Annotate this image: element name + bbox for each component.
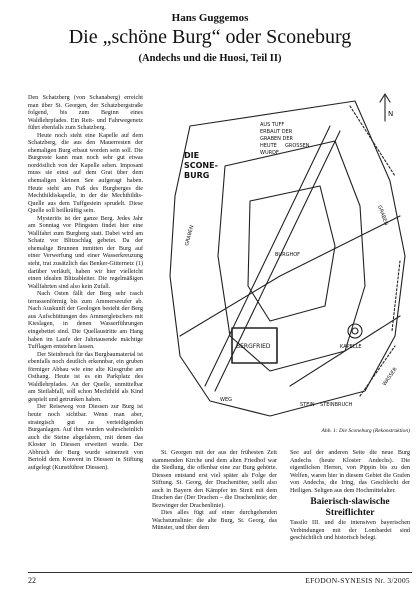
figure-label-burghof: BURGHOF — [275, 252, 301, 258]
article-title: Die „schöne Burg“ oder Sconeburg — [68, 26, 352, 48]
figure-label-scone: SCONE- — [184, 161, 218, 170]
paragraph: Der Reiseweg von Diessen zur Burg ist heute noch sichtbar. Wenn man aber, strategisch gut zu verteidigenden Burganlagen. Auf ihm wurden wahrscheinlich auch die Steine abgefahren, mit denen das Kloster in Diessen erweitert wurde. Der Abbruch der Burg wurde seinerzeit von Bertold dem Konvent in Diessen in Stiftung aufgelegt (Kunstführer Diessen). — [28, 404, 143, 471]
section-heading: Baierisch-slawische Streiflichter — [310, 497, 390, 518]
paragraph: Tassilo III. und die intensiven bayerischen Verbindungen mit der Lombardei sind geschichtlich und historisch belegt. — [290, 520, 410, 542]
figure-label-kapelle: KAPELLE — [340, 344, 362, 350]
figure-label-graben-right: GRABEN — [376, 204, 389, 227]
figure-label-die: DIE — [184, 151, 200, 160]
journal-name: EFODON-SYNESIS Nr. 3/2005 — [305, 576, 410, 585]
middle-text-column — [152, 450, 277, 533]
figure-note-line: GRABEN DER — [260, 136, 293, 142]
article-subtitle: (Andechs und die Huosi, Teil II) — [138, 53, 282, 64]
figure-note-line: WURDE — [260, 150, 280, 156]
paragraph: Mysteriös ist der ganze Berg. Jedes Jahr am Sonntag vor Pfingsten findet hier eine Wallfahrt zum Burgberg statt. Dabei wird am Schatz vor Blitzschlag gebetet. Da der ehemalige Brunnen inmitten der Burg auf einer Verwerfung und einer Wasserkreuzung steht, trat zusätzlich das Benker-Gitternetz (1) darüber verläuft, haben wir hier vielleicht einen idealen Blitzableiter. Die regelmäßigen Wallfahrten sind also kein Zufall. — [28, 215, 143, 290]
figure-label-graben-left: GRABEN — [184, 224, 196, 247]
figure-caption: Abb. 1: Die Sconeburg (Rekonstruktion) — [321, 428, 410, 434]
paragraph: Heute noch steht eine Kapelle auf dem Schatzberg, die aus den Mauerresten der ehemaligen Burg erbaut worden sein soll. Die Burgreste kann man noch sehr gut etwas nordöstlich von der Kapelle sehen. Imposant muss sie einst auf dem Grat über dem ehemaligen kleinen See aufgeragt haben. Heute steht am Fuß des Burgberges die Mechthildiskapelle, in der die Mechthildis-Quelle aus dem Tuffgestein sprudelt. Diese Quelle soll heilkräftig sein. — [28, 132, 143, 215]
left-text-column — [28, 95, 143, 472]
figure-label-steinbruch: STEINBRUCH — [320, 402, 353, 408]
figure-label-burg: BURG — [184, 171, 210, 180]
castle-sketch-figure — [150, 86, 412, 428]
footer-rule — [28, 572, 412, 573]
paragraph: See auf der anderen Seite die neue Burg Andechs (heute Kloster Andechs). Die eigentlichen Herren, von Pippin bis zu den Welfen, waren hier in diesem Gebiet die Grafen von Andechs, die Iring, das Geschlecht der Heiligen. Seligen aus dem Hochmittelalter. — [290, 450, 410, 494]
figure-label-wasser: WASSER — [381, 366, 399, 388]
figure-label-stein: STEIN — [300, 402, 315, 408]
castle-plan-drawing — [150, 86, 412, 428]
figure-note-line: HEUTE — [260, 143, 277, 149]
paragraph: Den Schatzberg (von Schanaberg) erreicht man über St. Georgen, der Schatzbergstraße folgend, bis zum Beginn eines Waldlehrpfades. Ein Reit- und Fahrwegenetz führt ebenfalls zum Schatzberg. — [28, 95, 143, 132]
page-number: 22 — [28, 576, 36, 585]
author-name: Hans Guggemos — [171, 12, 249, 24]
figure-label-north: N — [388, 110, 394, 118]
graben-hatching — [392, 261, 400, 331]
figure-label-bergfried: BERGFRIED — [236, 343, 271, 350]
paragraph: Der Steinbruch für das Burgbaumaterial ist ebenfalls noch deutlich erkennbar, ein gruben förmiger Abbau wie eine alte Kiesgrube am Osthang. Heute ist es ein Parkplatz des Waldlehrpfades. An der Quelle, unmittelbar am Steilabfall, soll schon Mechthild als Kind gespielt und getrunken haben. — [28, 351, 143, 403]
figure-label-weg: WEG — [220, 397, 232, 403]
path-line — [290, 316, 400, 386]
kapelle-circle — [348, 324, 362, 338]
paragraph: St. Georgen mit der aus der frühesten Zeit stammenden Kirche und dem alten Friedhof war die Siedlung, die offenbar eine zur Burg gehörte. Diessen entstand erst viel später als Folge der Stiftung. St. Georg, der Drachentöter, stellt also auch in Bayern den Kämpfer im Streit mit dem Drachen dar (Der Drachen – die Drachenlinie; der Bezwinger der Drachenlinie). — [152, 450, 277, 509]
paragraph: Nach Osten fällt der Berg sehr rasch terrassenförmig bis zum Ammerseeufer ab. Nach Auskunft der Geologen besteht der Berg aus Aufschüttungen des Ammergletschers mit Kieslagen, in denen Wasserführungen eingebettet sind. Die Quellaustritte am Hang haben im Laufe der Jahrtausende mächtige Tufflagen entstehen lassen. — [28, 291, 143, 351]
figure-note-line: AUS TUFF — [260, 122, 285, 128]
figure-note-line: ERBAUT DER — [260, 129, 293, 135]
right-text-column — [290, 450, 410, 543]
figure-note-line: GROSSEN — [285, 143, 310, 149]
kapelle-inner-circle — [352, 328, 358, 334]
paragraph: Dies alles fügt auf einer durchgehenden Wachstumslinie: die alte Burg, St. Georg, das Münster, und über dem — [152, 510, 277, 532]
